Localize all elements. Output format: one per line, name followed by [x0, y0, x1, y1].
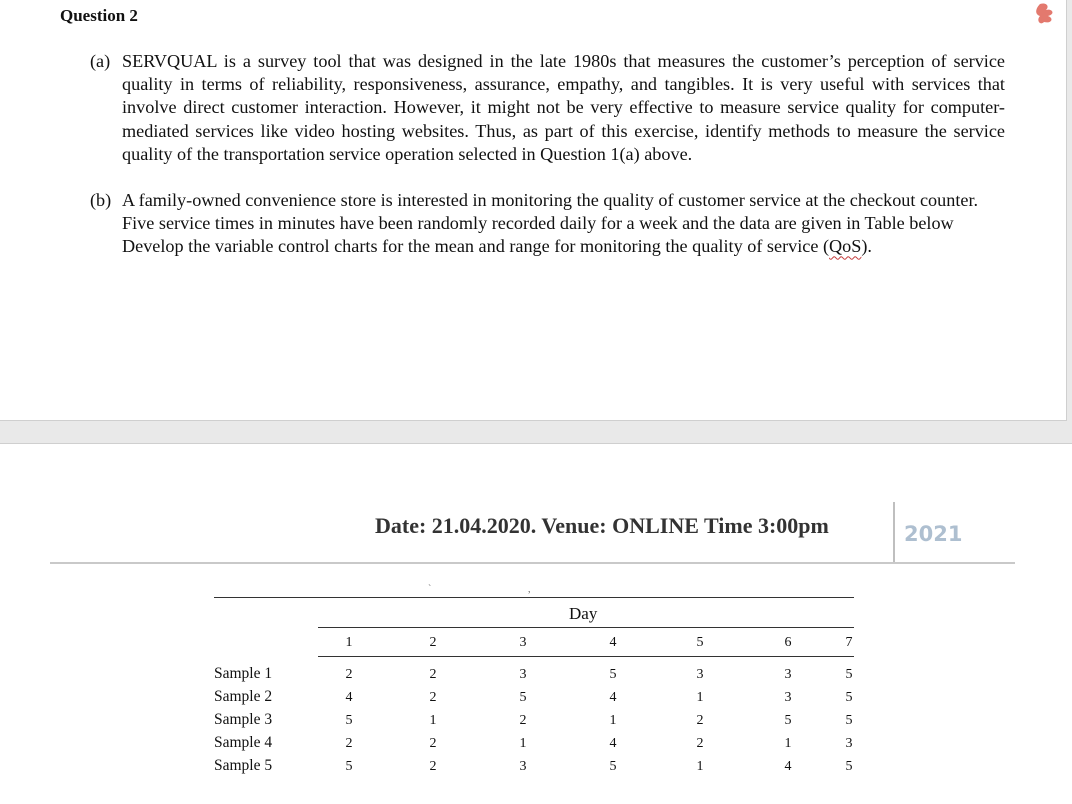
table-cell: 5 [609, 759, 617, 774]
sample-row-label: Sample 1 [214, 665, 273, 682]
day-heading: Day [569, 604, 598, 623]
day-column-header: 1 [345, 635, 353, 650]
table-cell: 2 [429, 736, 437, 751]
table-cell: 5 [345, 759, 353, 774]
stray-mark: ` [428, 584, 432, 595]
day-column-header: 3 [519, 635, 527, 650]
table-cell: 5 [609, 667, 617, 682]
table-cell: 1 [519, 736, 527, 751]
table-cell: 2 [345, 736, 353, 751]
table-cell: 2 [429, 690, 437, 705]
header-year: 2021 [904, 522, 963, 546]
table-cell: 4 [784, 759, 792, 774]
day-column-header: 5 [696, 635, 704, 650]
stray-mark: , [528, 584, 531, 595]
day-column-header: 4 [609, 635, 617, 650]
table-cell: 4 [345, 690, 353, 705]
table-cell: 3 [845, 736, 853, 751]
table-cell: 2 [696, 713, 704, 728]
table-cell: 4 [609, 736, 617, 751]
part-b-label: (b) [90, 190, 112, 210]
table-cell: 1 [696, 759, 704, 774]
day-heading-rule [318, 627, 854, 628]
table-cell: 3 [519, 667, 527, 682]
table-cell: 3 [784, 690, 792, 705]
table-cell: 2 [519, 713, 527, 728]
table-cell: 4 [609, 690, 617, 705]
table-cell: 5 [845, 713, 853, 728]
table-cell: 5 [845, 667, 853, 682]
day-column-header: 2 [429, 635, 437, 650]
table-cell: 1 [784, 736, 792, 751]
sample-row-label: Sample 5 [214, 757, 273, 774]
table-top-rule [214, 597, 854, 598]
table-cell: 2 [429, 667, 437, 682]
question-part-b [90, 189, 1005, 259]
part-a-text: SERVQUAL is a survey tool that was designed in the late 1980s that measures the customer’s perception of service quality in terms of reliability, responsiveness, assurance, empathy, and tangibles. It is very useful with services that involve direct customer interaction. However, it might not be very effective to measure service quality for computer-mediated services like video hosting websites. Thus, as part of this exercise, identify methods to measure the service quality of the transportation service operation selected in Question 1(a) above. [122, 51, 1005, 164]
table-cell: 2 [345, 667, 353, 682]
sample-row-label: Sample 3 [214, 711, 273, 728]
part-b-text: A family-owned convenience store is interested in monitoring the quality of customer service at the checkout counter. Five service times in minutes have been randomly recorded daily for a week and the data are given in Table below Develop the variable control charts for the mean and range for monitoring the quality of service ( [122, 190, 979, 257]
table-cell: 1 [696, 690, 704, 705]
table-cell: 2 [429, 759, 437, 774]
table-cell: 5 [345, 713, 353, 728]
question-title: Question 2 [60, 6, 138, 25]
table-cell: 5 [845, 690, 853, 705]
sample-row-label: Sample 2 [214, 688, 273, 705]
table-cell: 3 [696, 667, 704, 682]
table-cell: 3 [784, 667, 792, 682]
header-divider [893, 502, 895, 562]
document-page-bottom [0, 443, 1072, 804]
part-a-label: (a) [90, 51, 111, 71]
part-b-paragraph [122, 189, 1005, 259]
table-cell: 1 [429, 713, 437, 728]
part-b-tail: ). [861, 236, 872, 257]
table-cell: 5 [784, 713, 792, 728]
header-rule [50, 562, 1015, 564]
table-cell: 1 [609, 713, 617, 728]
table-cell: 5 [519, 690, 527, 705]
column-header-rule [318, 656, 854, 657]
table-cell: 5 [845, 759, 853, 774]
table-cell: 2 [696, 736, 704, 751]
day-column-header: 7 [845, 635, 853, 650]
date-venue-time: Date: 21.04.2020. Venue: ONLINE Time 3:00pm [375, 513, 829, 538]
qos-term: QoS [829, 236, 862, 257]
question-part-a [90, 50, 1005, 166]
table-cell: 3 [519, 759, 527, 774]
day-column-header: 6 [784, 635, 792, 650]
sample-row-label: Sample 4 [214, 734, 273, 751]
red-ink-mark-icon [1030, 0, 1060, 30]
